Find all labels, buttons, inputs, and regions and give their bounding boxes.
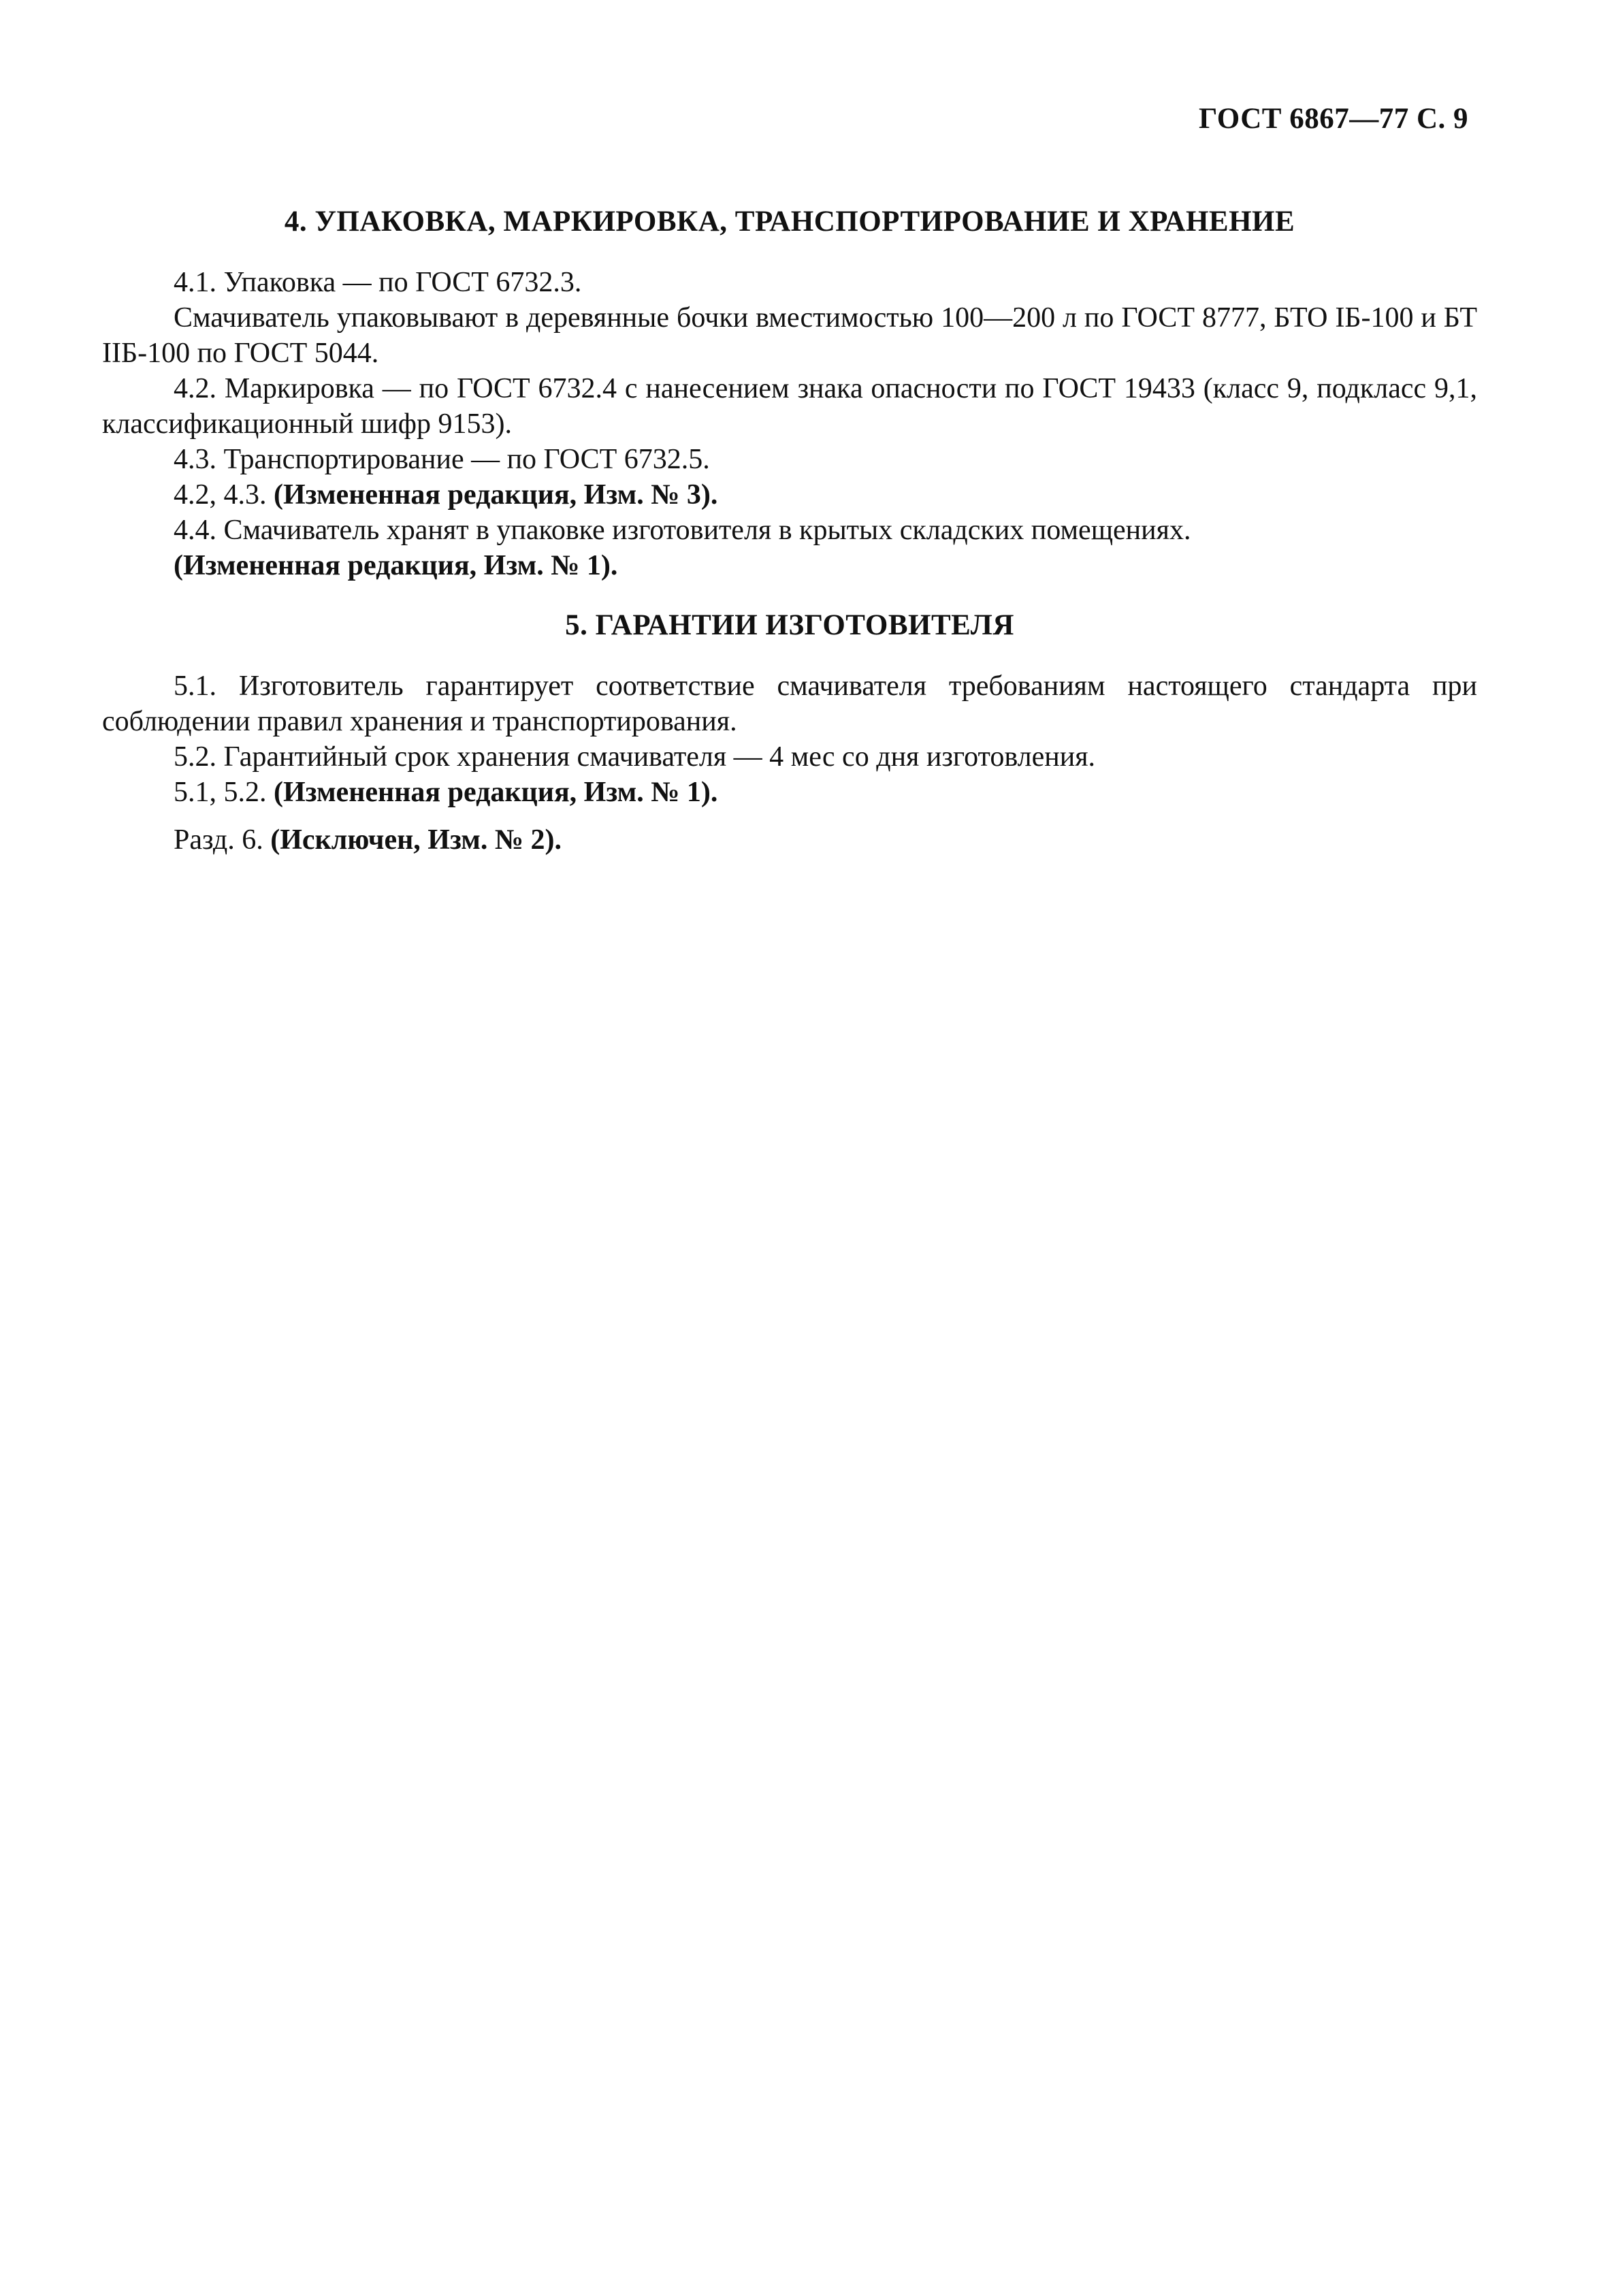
section-6-status: (Исключен, Изм. № 2). [270, 824, 562, 856]
paragraph-4-3: 4.3. Транспортирование — по ГОСТ 6732.5. [174, 444, 710, 475]
section-6-ref: Разд. 6. [174, 824, 271, 856]
paragraph-4-2-4-3-amendment [102, 477, 1477, 513]
paragraph-5-2: 5.2. Гарантийный срок хранения смачивателя — 4 мес со дня изготовления. [174, 741, 1096, 773]
paragraph-4-4: 4.4. Смачиватель хранят в упаковке изготовителя в крытых складских помещениях. [174, 515, 1191, 546]
amendment-note: (Измененная редакция, Изм. № 1). [274, 777, 718, 808]
amendment-note: (Измененная редакция, Изм. № 3). [274, 479, 718, 511]
amendment-note: (Измененная редакция, Изм. № 1). [174, 550, 618, 581]
section-6-note [102, 822, 1477, 858]
document-body [102, 204, 1477, 858]
amendment-ref: 4.2, 4.3. [174, 479, 274, 511]
section-5-title: 5. ГАРАНТИИ ИЗГОТОВИТЕЛЯ [565, 609, 1014, 641]
page-header: ГОСТ 6867—77 С. 9 [1198, 103, 1468, 135]
paragraph-4-4-amendment [102, 548, 1477, 583]
paragraph-4-1: 4.1. Упаковка — по ГОСТ 6732.3. [174, 267, 582, 298]
amendment-ref: 5.1, 5.2. [174, 777, 274, 808]
paragraph-4-2: 4.2. Маркировка — по ГОСТ 6732.4 с нанесением знака опасности по ГОСТ 19433 (класс 9, подкласс 9,1, классификационный шифр 9153). [102, 373, 1477, 440]
paragraph-5-1-5-2-amendment [102, 775, 1477, 810]
section-4-title: 4. УПАКОВКА, МАРКИРОВКА, ТРАНСПОРТИРОВАНИЕ И ХРАНЕНИЕ [284, 206, 1295, 238]
paragraph-4-1-packaging: Смачиватель упаковывают в деревянные бочки вместимостью 100—200 л по ГОСТ 8777, БТО IБ-100 и БТ IIБ-100 по ГОСТ 5044. [102, 302, 1477, 369]
paragraph-5-1: 5.1. Изготовитель гарантирует соответствие смачивателя требованиям настоящего стандарта при соблюдении правил хранения и транспортирования. [102, 670, 1477, 737]
